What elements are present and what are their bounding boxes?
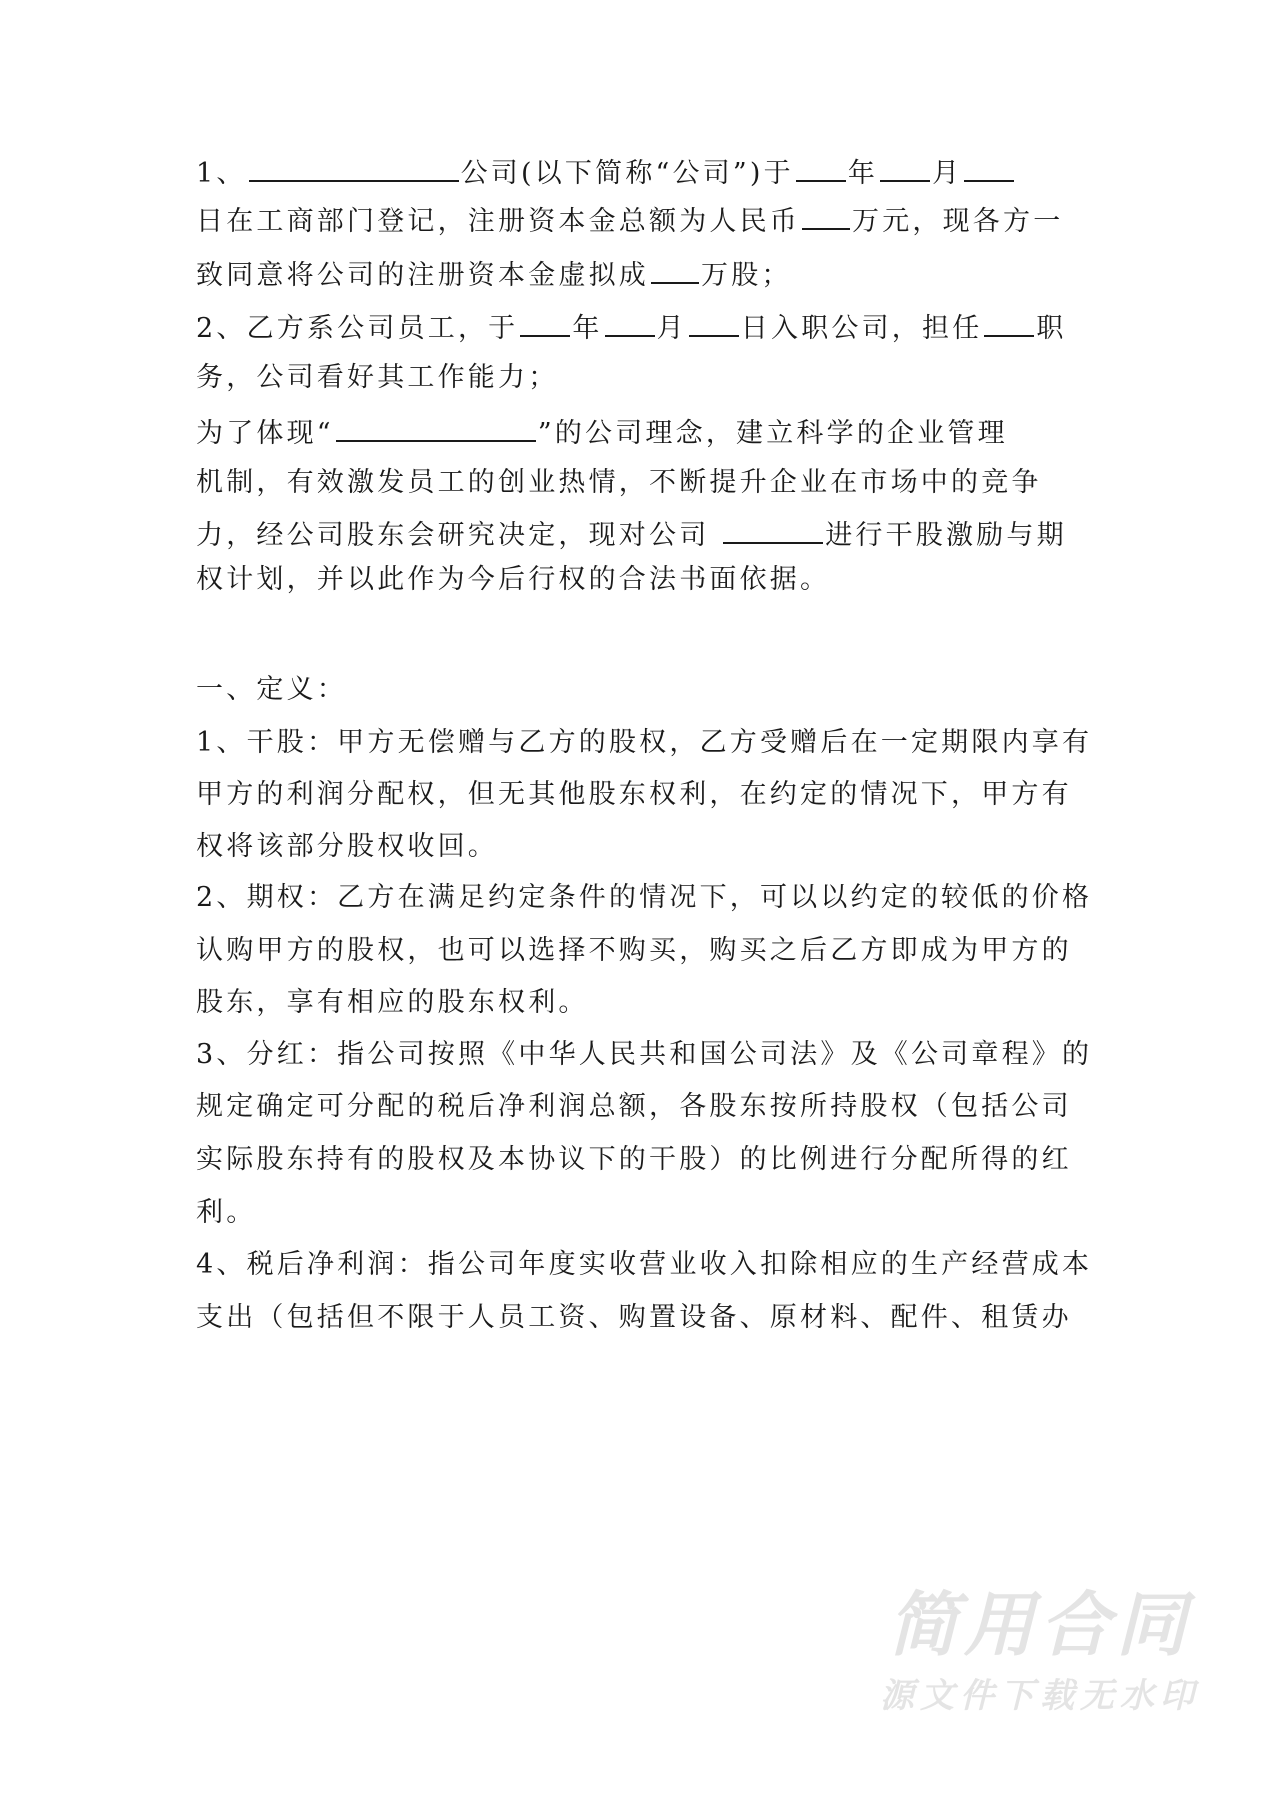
definition-1-line-2: 甲方的利润分配权，但无其他股东权利，在约定的情况下，甲方有 <box>196 779 1072 810</box>
purpose-line-3 <box>196 512 1096 552</box>
clause-text: 万元，现各方一 <box>852 206 1064 237</box>
purpose-line-4: 权计划，并以此作为今后行权的合法书面依据。 <box>196 564 831 595</box>
capital-amount-blank <box>802 198 850 230</box>
clause-text: 力，经公司股东会研究决定，现对公司 <box>196 520 722 551</box>
definition-4-line-1: 4、税后净利润：指公司年度实收营业收入扣除相应的生产经营成本 <box>196 1249 1093 1280</box>
day-blank <box>964 150 1014 182</box>
year-blank <box>796 150 846 182</box>
clause-text: 万股； <box>701 260 792 291</box>
year-label: 年 <box>572 313 603 344</box>
definition-4-line-2: 支出（包括但不限于人员工资、购置设备、原材料、配件、租赁办 <box>196 1302 1072 1333</box>
definition-2-line-2: 认购甲方的股权，也可以选择不购买，购买之后乙方即成为甲方的 <box>196 935 1072 966</box>
clause-2-line-2: 务，公司看好其工作能力； <box>196 362 559 393</box>
month-blank <box>880 150 930 182</box>
year-label: 年 <box>847 158 879 189</box>
join-month-blank <box>605 305 655 337</box>
month-label: 月 <box>932 158 963 189</box>
clause-1-line-1 <box>196 150 1096 190</box>
purpose-line-1 <box>196 410 1096 450</box>
month-label: 月 <box>656 313 687 344</box>
incentive-target-blank <box>723 512 823 544</box>
definition-3-line-3: 实际股东持有的股权及本协议下的干股）的比例进行分配所得的红 <box>196 1144 1072 1175</box>
clause-2-line-1 <box>196 305 1096 345</box>
clause-text: 致同意将公司的注册资本金虚拟成 <box>196 260 649 291</box>
clause-number: 1、 <box>196 158 247 189</box>
company-philosophy-blank <box>336 410 536 442</box>
watermark-brand: 简用合同 <box>888 1584 1192 1666</box>
definition-1-line-3: 权将该部分股权收回。 <box>196 831 498 862</box>
watermark-tagline: 源文件下载无水印 <box>880 1676 1200 1716</box>
clause-1-line-3 <box>196 252 1096 292</box>
watermark <box>880 1585 1200 1721</box>
clause-text: 公司(以下简称“公司”)于 <box>460 158 794 189</box>
definition-2-line-3: 股东，享有相应的股东权利。 <box>196 987 589 1018</box>
clause-text: 2、乙方系公司员工，于 <box>196 313 519 344</box>
clause-text: 进行干股激励与期 <box>825 520 1067 551</box>
clause-text: 为了体现“ <box>196 418 334 449</box>
position-blank <box>984 305 1034 337</box>
clause-text: 职 <box>1036 313 1067 344</box>
section-heading-definitions: 一、定义： <box>196 674 347 705</box>
virtual-shares-blank <box>651 252 699 284</box>
clause-1-line-2 <box>196 198 1096 238</box>
definition-3-line-4: 利。 <box>196 1197 257 1228</box>
definition-3-line-1: 3、分红：指公司按照《中华人民共和国公司法》及《公司章程》的 <box>196 1039 1093 1070</box>
clause-text: 日入职公司，担任 <box>740 313 983 344</box>
definition-2-line-1: 2、期权：乙方在满足约定条件的情况下，可以以约定的较低的价格 <box>196 882 1093 913</box>
clause-text: 日在工商部门登记，注册资本金总额为人民币 <box>196 206 800 237</box>
definition-3-line-2: 规定确定可分配的税后净利润总额，各股东按所持股权（包括公司 <box>196 1091 1072 1122</box>
join-year-blank <box>520 305 570 337</box>
clause-text: ”的公司理念，建立科学的企业管理 <box>537 418 1008 449</box>
definition-1-line-1: 1、干股：甲方无偿赠与乙方的股权，乙方受赠后在一定期限内享有 <box>196 727 1093 758</box>
purpose-line-2: 机制，有效激发员工的创业热情，不断提升企业在市场中的竞争 <box>196 467 1042 498</box>
join-day-blank <box>689 305 739 337</box>
company-name-blank <box>249 150 459 182</box>
